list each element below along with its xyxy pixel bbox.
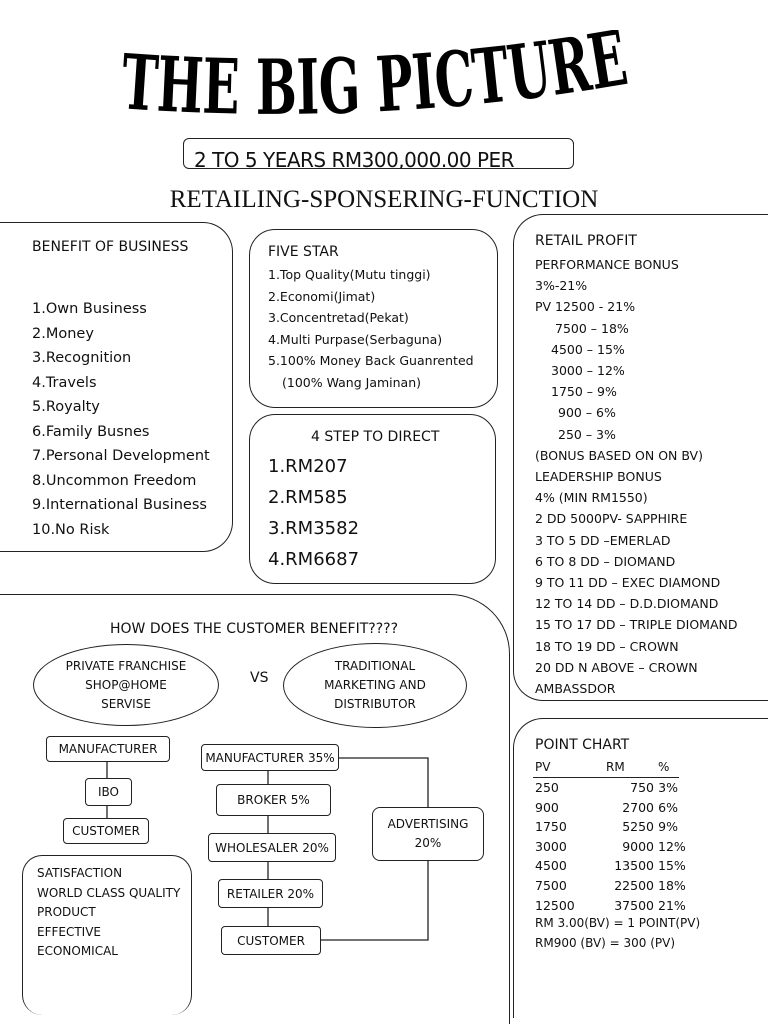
retail-profit-line: 20 DD N ABOVE – CROWN <box>535 659 698 675</box>
point-chart-cell: 9% <box>658 819 678 835</box>
retail-profit-line: 250 – 3% <box>558 426 616 442</box>
ellipse-line: DISTRIBUTOR <box>334 697 416 711</box>
point-chart-cell: 12500 <box>535 897 575 913</box>
retail-profit-line: 1750 – 9% <box>551 384 617 400</box>
point-chart-cell: 21% <box>658 897 686 913</box>
retail-profit-line: 3 TO 5 DD –EMERLAD <box>535 532 671 548</box>
subtitle-text: 2 TO 5 YEARS RM300,000.00 PER <box>194 148 515 169</box>
retail-profit-line: 2 DD 5000PV- SAPPHIRE <box>535 511 688 527</box>
vs-label: VS <box>250 670 269 686</box>
point-chart-cell: 3% <box>658 780 678 795</box>
satisfaction-item: EFFECTIVE <box>37 924 102 939</box>
flow-customer-left: CUSTOMER <box>63 818 149 844</box>
benefit-item: 1.Own Business <box>32 301 147 317</box>
four-step-title: 4 STEP TO DIRECT <box>311 429 440 445</box>
benefit-item: 7.Personal Development <box>32 448 210 464</box>
point-chart-cell: 15% <box>658 858 686 874</box>
five-star-title: FIVE STAR <box>268 244 339 260</box>
satisfaction-item: ECONOMICAL <box>37 944 118 958</box>
five-star-item: 2.Economi(Jimat) <box>268 288 376 304</box>
retail-profit-line: (BONUS BASED ON ON BV) <box>535 447 703 463</box>
retail-profit-line: 3%-21% <box>535 278 588 294</box>
retail-profit-line: 3000 – 12% <box>551 363 625 378</box>
retail-profit-line: 15 TO 17 DD – TRIPLE DIOMAND <box>535 617 738 633</box>
point-chart-header: % <box>658 760 670 774</box>
point-chart-cell: 6% <box>658 799 678 815</box>
flow-manufacturer-35: MANUFACTURER 35% <box>201 744 339 771</box>
benefit-item: 2.Money <box>32 325 94 342</box>
point-chart-cell: 900 <box>535 799 559 815</box>
advertising-box <box>372 807 484 861</box>
retail-profit-line: 4500 – 15% <box>551 341 625 357</box>
retail-profit-line: AMBASSDOR <box>535 681 616 696</box>
benefit-item: 8.Uncommon Freedom <box>32 472 197 489</box>
retail-profit-line: LEADERSHIP BONUS <box>535 469 662 484</box>
four-step-item: 3.RM3582 <box>268 518 360 539</box>
point-chart-cell: 22500 <box>614 878 654 893</box>
flow-retailer: RETAILER 20% <box>218 879 323 908</box>
customer-title: HOW DOES THE CUSTOMER BENEFIT???? <box>110 621 399 637</box>
five-star-item: 4.Multi Purpase(Serbaguna) <box>268 331 443 347</box>
four-step-item: 1.RM207 <box>268 456 348 477</box>
point-chart-cell: 13500 <box>614 858 654 874</box>
benefit-item: 3.Recognition <box>32 350 132 366</box>
point-chart-cell: 18% <box>658 878 686 893</box>
four-step-item: 2.RM585 <box>268 487 348 508</box>
retail-profit-line: 900 – 6% <box>558 405 616 421</box>
flow-ibo: IBO <box>85 778 132 806</box>
five-star-item: 5.100% Money Back Guanrented <box>268 353 474 368</box>
retail-profit-line: 4% (MIN RM1550) <box>535 490 648 506</box>
benefit-title: BENEFIT OF BUSINESS <box>32 239 189 255</box>
ellipse-line: PRIVATE FRANCHISE <box>65 658 187 673</box>
retail-profit-title: RETAIL PROFIT <box>535 233 637 249</box>
point-chart-cell: 7500 <box>535 878 567 893</box>
retail-profit-line: 18 TO 19 DD – CROWN <box>535 638 679 654</box>
benefit-item: 5.Royalty <box>32 399 100 415</box>
advertising-percent: 20% <box>414 836 442 850</box>
retail-profit-line: PV 12500 - 21% <box>535 299 636 315</box>
point-chart-header: RM <box>606 760 625 774</box>
flow-customer-right: CUSTOMER <box>221 926 321 955</box>
point-chart-cell: 5250 <box>622 819 654 835</box>
retail-profit-line: 7500 – 18% <box>555 320 629 336</box>
point-chart-header: PV <box>535 760 551 774</box>
flow-manufacturer-left: MANUFACTURER <box>46 736 170 762</box>
advertising-label: ADVERTISING <box>387 817 469 831</box>
section-heading: RETAILING-SPONSERING-FUNCTION <box>169 186 599 213</box>
point-chart-cell: 4500 <box>535 858 567 874</box>
five-star-item: 3.Concentretad(Pekat) <box>268 310 409 325</box>
retail-profit-line: 12 TO 14 DD – D.D.DIOMAND <box>535 596 719 612</box>
point-chart-note: RM900 (BV) = 300 (PV) <box>535 936 676 950</box>
satisfaction-item: SATISFACTION <box>37 866 123 880</box>
flow-broker: BROKER 5% <box>216 784 331 816</box>
point-chart-cell: 250 <box>535 780 559 795</box>
benefit-item: 9.International Business <box>32 497 207 513</box>
flow-wholesaler: WHOLESALER 20% <box>208 833 336 862</box>
four-step-item: 4.RM6687 <box>268 549 360 570</box>
satisfaction-item: WORLD CLASS QUALITY <box>37 885 181 900</box>
benefit-item: 4.Travels <box>32 374 97 391</box>
point-chart-cell: 750 <box>630 780 654 795</box>
benefit-item: 6.Family Busnes <box>32 423 150 440</box>
point-chart-header-rule <box>533 777 679 778</box>
ellipse-line: SERVISE <box>101 696 151 711</box>
five-star-item: (100% Wang Jaminan) <box>282 374 422 390</box>
point-chart-cell: 12% <box>658 838 686 854</box>
ellipse-line: SHOP@HOME <box>85 677 167 692</box>
point-chart-cell: 2700 <box>622 799 654 815</box>
point-chart-title: POINT CHART <box>535 737 630 753</box>
retail-profit-line: 9 TO 11 DD – EXEC DIAMOND <box>535 575 721 590</box>
satisfaction-item: PRODUCT <box>37 905 96 919</box>
title-text: THE BIG PICTURE <box>118 30 654 133</box>
benefit-item: 10.No Risk <box>32 521 110 538</box>
ellipse-line: TRADITIONAL <box>334 659 416 673</box>
point-chart-cell: 3000 <box>535 838 567 854</box>
point-chart-cell: 1750 <box>535 819 567 835</box>
point-chart-cell: 37500 <box>614 897 654 913</box>
point-chart-note: RM 3.00(BV) = 1 POINT(PV) <box>535 916 701 930</box>
five-star-item: 1.Top Quality(Mutu tinggi) <box>268 267 431 282</box>
retail-profit-line: PERFORMANCE BONUS <box>535 257 679 272</box>
ellipse-line: MARKETING AND <box>324 678 426 692</box>
point-chart-cell: 9000 <box>622 838 654 854</box>
retail-profit-line: 6 TO 8 DD – DIOMAND <box>535 553 676 569</box>
